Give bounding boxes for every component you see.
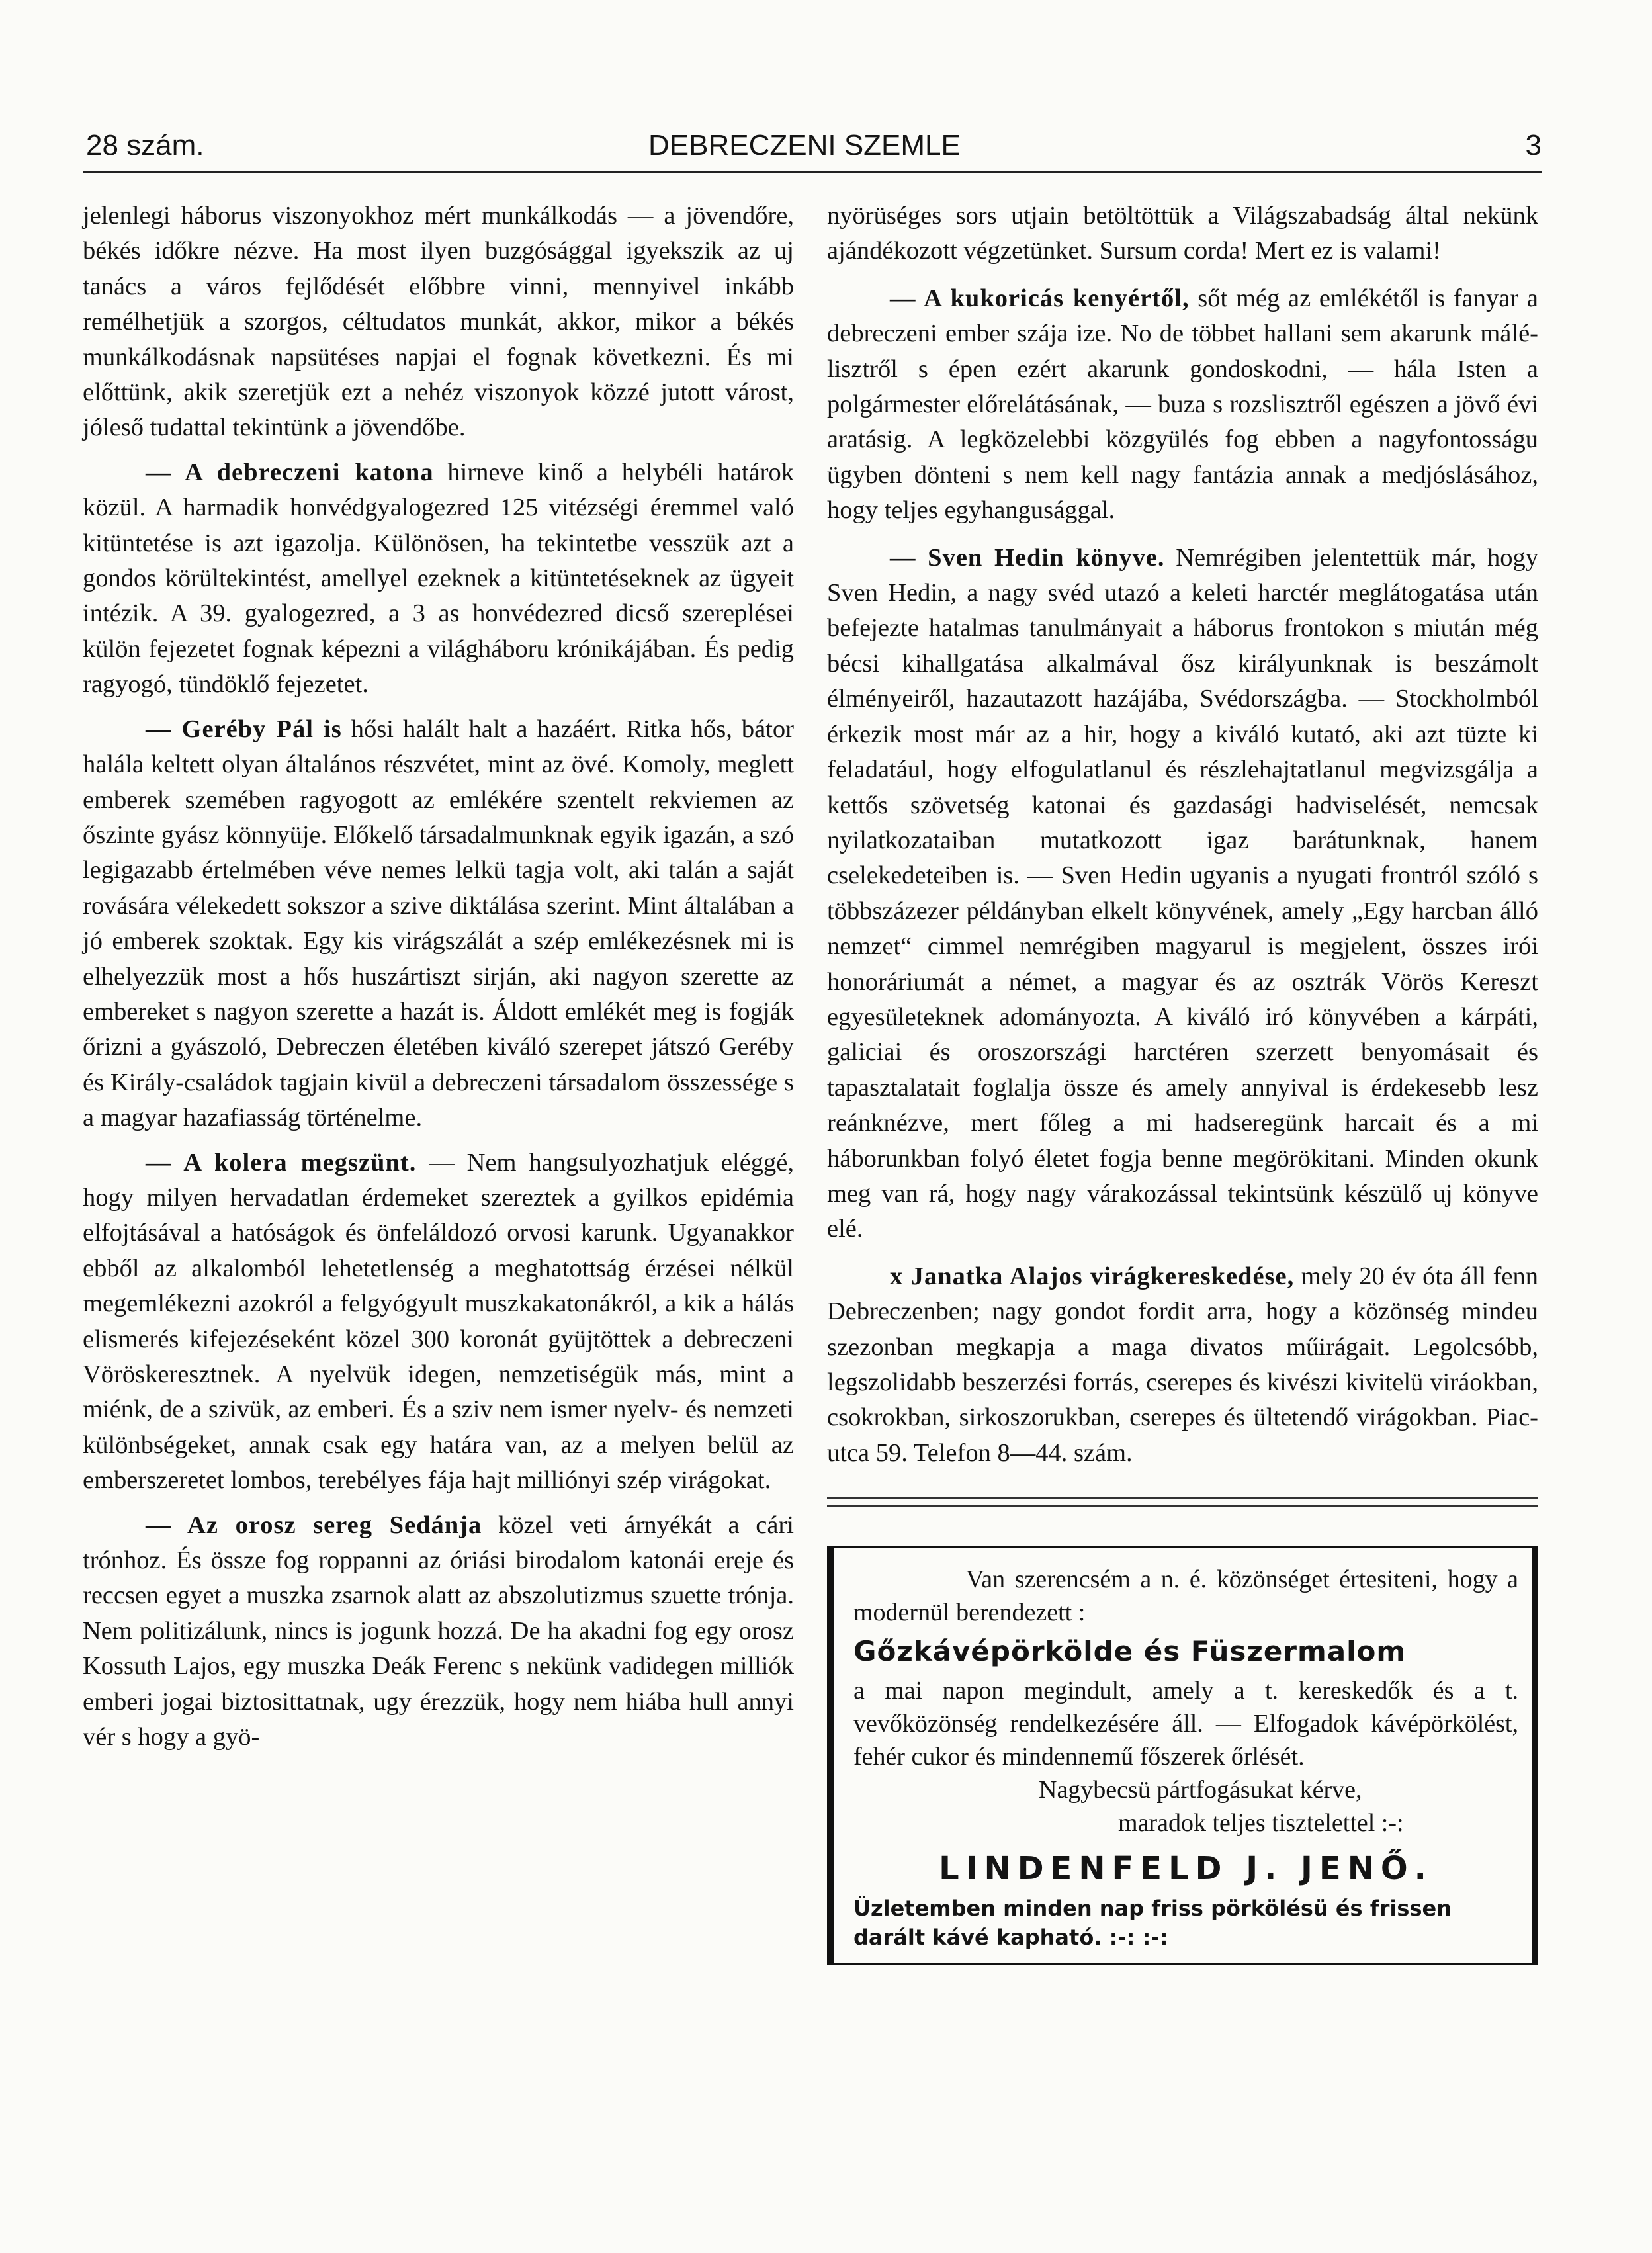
article-janatka	[827, 1259, 1538, 1471]
article-headline: — A debreczeni katona	[146, 458, 434, 486]
article-sven-hedin	[827, 541, 1538, 1247]
header-rule	[83, 171, 1542, 173]
article-kolera	[83, 1145, 794, 1499]
section-divider	[827, 1497, 1538, 1507]
newspaper-title: DEBRECZENI SZEMLE	[648, 129, 961, 161]
page-number: 3	[1525, 129, 1542, 161]
ad-closing: maradok teljes tisztelettel :-:	[1118, 1809, 1404, 1837]
advertisement-box	[827, 1546, 1538, 1965]
article-continuation	[83, 199, 794, 446]
divider-line	[827, 1497, 1538, 1499]
article-headline: — A kolera megszünt.	[146, 1148, 417, 1176]
article-text: közel veti árnyékát a cári trónhoz. És össze fog roppanni az óriási birodalom katonái ereje és reccsen egyet a muszka zsarnok alatt az abszolutizmus szuette trónja. Nem politizálunk, nincs is jogunk hozzá. De ha akadni fog egy orosz Kossuth Lajos, egy muszka Deák Ferenc s nekünk vadidegen milliók emberi jogai biztosittatnak, ugy érezzük, hogy nem hiába hull annyi vér s hogy a gyö-	[83, 1511, 794, 1751]
ad-firm-name: Gőzkávépörkölde és Füszermalom	[853, 1635, 1407, 1668]
article-headline: — Az orosz sereg Sedánja	[146, 1511, 482, 1539]
article-headline: — A kukoricás kenyértől,	[890, 284, 1190, 312]
ad-closing: Nagybecsü pártfogásukat kérve,	[1039, 1776, 1362, 1804]
ad-signature: LINDENFELD J. JENŐ.	[939, 1850, 1433, 1888]
article-text: Nemrégiben jelentettük már, hogy Sven Hedin, a nagy svéd utazó a keleti harctér meglátogatása után befejezte hatalmas tanulmányait a háborus frontokon s miután még bécsi kihallgatása alkalmával ősz királyunknak is beszámolt élményeiről, hazautazott hazájába, Svédországba. — Stockholmból érkezik most már az a hir, hogy a kiváló kutató, aki azt tüzte ki feladatául, hogy elfogulatlanul és részlehajtatlanul megvizsgálja a kettős szövetség katonai és gazdasági hadviselését, nemcsak nyilatkozataiban mutatkozott igaz barátunknak, hanem cselekedeteiben is. — Sven Hedin ugyanis a nyugati frontról szóló s többszázezer példányban elkelt könyvének, amely „Egy harcban álló nemzet“ cimmel nemrégiben magyarul is megjelent, összes irói honoráriumát a német, a magyar és az osztrák Vörös Kereszt egyesületeknek adományozta. A kiváló iró könyvében a kárpáti, galiciai és oroszországi harctéren szerzett benyomásait és tapasztalatait foglalja össze és amely annyival is érdekesebb lesz reánknézve, mert főleg a mi hadseregünk harcait és a mi háborunkban folyó életet fogja benne megörökitani. Minden okunk meg van rá, hogy nagy várakozással tekintsünk készülő uj könyve elé.	[827, 543, 1538, 1243]
article-kukoricas-kenyer	[827, 281, 1538, 529]
left-column	[83, 199, 794, 1764]
ad-body: a mai napon megindult, amely a t. kereskedők és a t. vevőközönség rendelkezésére áll. — Elfogadok kávépörkölést, fehér cukor és mindennemű főszerek őrlését.	[853, 1677, 1518, 1771]
issue-number: 28 szám.	[86, 129, 204, 161]
article-headline: — Geréby Pál is	[146, 715, 342, 743]
article-text: hirneve kinő a helybéli határok közül. A harmadik honvédgyalogezred 125 vitézségi éremmel való kitüntetése is azt igazolja. Különösen, ha tekintetbe vesszük azt a gondos körültekintést, amellyel ezeknek a kitüntetéseknek az ügyeit intézik. A 39. gyalogezred, a 3 as honvédezred dicső szereplései külön fejezetet fognak képezni a világháboru krónikájában. És pedig ragyogó, tündöklő fejezetet.	[83, 458, 794, 699]
ad-footer: Üzletemben minden nap friss pörkölésü és frissen darált kávé kapható. :-: :-:	[853, 1896, 1452, 1951]
article-text: hősi halált halt a hazáért. Ritka hős, bátor halála keltett olyan általános részvétet, mint az övé. Komoly, meglett emberek szemében ragyogott az emlékére szentelt rekviemen az őszinte gyász könnyüje. Előkelő társadalmunknak egyik igazán, a szó legigazabb értelmében véve nemes lelkü tagja volt, aki talán a saját rovására vélekedett sokszor a szive diktálása szerint. Mint általában a jó emberek szoktak. Egy kis virágszálát a szép emlékezésnek mi is elhelyezzük most a hős huszártiszt sirján, aki nagyon szerette az embereket s nagyon szerette a hazát is. Áldott emlékét meg is fogják őrizni a gyászoló, Debreczen életében kiváló szerepet játszó Geréby és Király-családok tagjain kivül a debreczeni társadalom összessége s a magyar hazafiasság történelme.	[83, 715, 794, 1132]
right-column	[827, 199, 1538, 1965]
article-gereby-pal	[83, 712, 794, 1136]
article-headline: — Sven Hedin könyve.	[890, 543, 1165, 572]
article-continuation	[827, 199, 1538, 269]
article-text: nyörüséges sors utjain betöltöttük a Világszabadság által nekünk ajándékozott végzetünket. Sursum corda! Mert ez is valami!	[827, 202, 1538, 265]
article-text: mely 20 év óta áll fenn Debreczenben; nagy gondot fordit arra, hogy a közönség mindeu szezonban megkapja a maga divatos műirágait. Legolcsóbb, legszolidabb beszerzési forrás, cserepes és kivészi kivitelü viráokban, csokrokban, sirkoszorukban, cserepes és ültetendő virágokban. Piac-utca 59. Telefon 8—44. szám.	[827, 1262, 1538, 1467]
page-header	[86, 129, 1542, 169]
ad-intro: Van szerencsém a n. é. közönséget értesiteni, hogy a modernül berendezett :	[853, 1566, 1518, 1627]
article-text: — Nem hangsulyozhatjuk eléggé, hogy milyen hervadatlan érdemeket szereztek a gyilkos epidémia elfojtásával a hatóságok és önfeláldozó orvosi karunk. Ugyanakkor ebből az alkalomból lehetetlenség a meghatottság érzései nélkül megemlékezni azokról a felgyógyult muszkakatonákról, a kik a hálás elismerés kifejezéseként közel 300 koronát gyüjtöttek a debreczeni Vöröskeresztnek. A nyelvük idegen, nemzetiségük más, mint a miénk, de a szivük, az emberi. És a sziv nem ismer nyelv- és nemzeti különbségeket, annak csak egy határa van, az a melyen belül az emberszeretet lombos, terebélyes fája hajt milliónyi szép virágokat.	[83, 1148, 794, 1495]
article-debreczeni-katona	[83, 455, 794, 703]
article-headline: x Janatka Alajos virágkereskedése,	[890, 1262, 1295, 1290]
article-text: sőt még az emlékétől is fanyar a debreczeni ember szája ize. No de többet hallani sem akarunk málé-lisztről s épen ezért akarunk gondoskodni, — hála Isten a polgármester előrelátásának, — buza s rozslisztről egészen a jövő évi aratásig. A legközelebbi közgyülés fog ebben a nagyfontosságu ügyben dönteni s nem kell nagy fantázia annak a medjóslásához, hogy teljes egyhangusággal.	[827, 284, 1538, 525]
article-orosz-sereg	[83, 1508, 794, 1755]
article-text: jelenlegi háborus viszonyokhoz mért munkálkodás — a jövendőre, békés időkre nézve. Ha most ilyen buzgósággal igyekszik az uj tanács a város fejlődését előbbre vinni, mennyivel inkább remélhetjük a szorgos, céltudatos munkát, akkor, mikor a békés munkálkodásnak napsütéses napjai el fognak következni. És mi előttünk, akik szeretjük ezt a nehéz viszonyok közzé jutott várost, jóleső tudattal tekintünk a jövendőbe.	[83, 202, 794, 442]
divider-line	[827, 1505, 1538, 1507]
